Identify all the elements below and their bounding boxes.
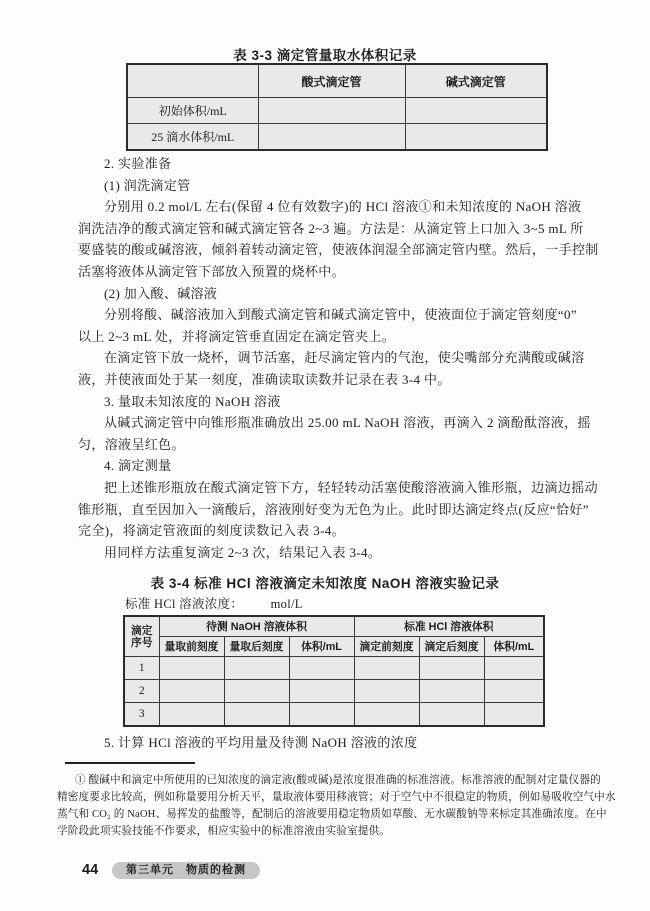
body-line: 匀，溶液呈红色。 (78, 436, 185, 452)
sub-header-reading-after-titration: 滴定后刻度 (419, 637, 484, 657)
table-cell-empty[interactable] (484, 657, 544, 680)
table-cell-empty[interactable] (419, 680, 484, 703)
body-line: (2) 加入酸、碱溶液 (104, 285, 218, 301)
sub-header-hcl-volume-ml: 体积/mL (484, 637, 544, 657)
table-row (124, 616, 544, 637)
body-line: (1) 润洗滴定管 (104, 177, 191, 193)
row-label-initial-volume: 初始体积/mL (127, 98, 258, 124)
row-number: 1 (124, 657, 159, 680)
body-line: 锥形瓶，直至因加入一滴酸后，溶液刚好变为无色为止。此时即达滴定终点(反应“恰好” (78, 501, 589, 517)
sub-header-reading-before-titration: 滴定前刻度 (354, 637, 419, 657)
table-cell-empty[interactable] (224, 680, 289, 703)
body-line: 润洗洁净的酸式滴定管和碱式滴定管各 2~3 遍。方法是：从滴定管上口加入 3~5 mL 所 (78, 220, 584, 236)
body-line: 要盛装的酸或碱溶液，倾斜着转动滴定管，使液体润湿全部滴定管内壁。然后，一手控制 (78, 242, 599, 258)
table-row (127, 98, 547, 124)
sub-header-reading-before-measuring: 量取前刻度 (159, 637, 224, 657)
group-header-hcl-volume: 标准 HCl 溶液体积 (354, 616, 544, 637)
body-line: 4. 滴定测量 (104, 458, 172, 474)
seq-header-line2: 序号 (130, 636, 153, 649)
seq-header-line1: 滴定 (130, 624, 153, 637)
table-row (124, 657, 544, 680)
table-3-3-title: 表 3-3 滴定管量取水体积记录 (233, 48, 417, 63)
body-line: 完全)，将滴定管液面的刻度读数记入表 3-4。 (78, 523, 345, 539)
table-cell-empty[interactable] (484, 703, 544, 727)
group-header-naoh-volume: 待测 NaOH 溶液体积 (159, 616, 354, 637)
body-line: 用同样方法重复滴定 2~3 次，结果记入表 3-4。 (104, 544, 382, 560)
unit-title-badge: 第三单元 物质的检测 (112, 862, 260, 879)
table-cell-empty (127, 64, 258, 98)
step-5-line: 5. 计算 HCl 溶液的平均用量及待测 NaOH 溶液的浓度 (104, 735, 418, 750)
table-cell-empty[interactable] (224, 703, 289, 727)
body-line: 3. 量取未知浓度的 NaOH 溶液 (104, 393, 281, 409)
table-cell-empty[interactable] (354, 657, 419, 680)
sub-header-reading-after-measuring: 量取后刻度 (224, 637, 289, 657)
footnote (57, 772, 616, 840)
table-row (124, 637, 544, 657)
table-cell-empty[interactable] (159, 680, 224, 703)
body-line: 分别用 0.2 mol/L 左右(保留 4 位有效数字)的 HCl 溶液①和未知浓度的 NaOH 溶液 (104, 199, 582, 215)
table-3-3 (126, 63, 548, 151)
table-cell-empty[interactable] (289, 657, 354, 680)
column-header-base-burette: 碱式滴定管 (405, 64, 547, 98)
table-row (124, 680, 544, 703)
footnote-line: ① 酸碱中和滴定中所使用的已知浓度的滴定液(酸或碱)是浓度很准确的标准溶液。标准溶液的配制对定量仪器的 (75, 775, 601, 786)
body-line: 分别将酸、碱溶液加入到酸式滴定管和碱式滴定管中，使液面位于滴定管刻度“0” (104, 307, 577, 323)
table-cell-empty[interactable] (159, 657, 224, 680)
table-cell-empty[interactable] (419, 703, 484, 727)
table-cell-empty[interactable] (159, 703, 224, 727)
row-number: 3 (124, 703, 159, 727)
table-cell-empty[interactable] (419, 657, 484, 680)
table-row (127, 64, 547, 98)
body-line: 液，并使液面处于某一刻度，准确读取读数并记录在表 3-4 中。 (78, 371, 451, 387)
footnote-separator (65, 762, 195, 764)
table-row (127, 124, 547, 151)
body-line: 在滴定管下放一烧杯，调节活塞，赶尽滴定管内的气泡，使尖嘴部分充满酸或碱溶 (104, 350, 585, 366)
table-cell-empty[interactable] (289, 680, 354, 703)
table-3-4 (123, 615, 545, 727)
footnote-line: 蒸气和 CO₂ 的 NaOH、易挥发的盐酸等，配制后的溶液要用稳定物质如草酸、无水碳酸钠等来标定其准确浓度。在中 (57, 809, 607, 820)
table-cell-empty[interactable] (354, 680, 419, 703)
table-3-4-title: 表 3-4 标准 HCl 溶液滴定未知浓度 NaOH 溶液实验记录 (150, 576, 500, 591)
table-cell-empty[interactable] (354, 703, 419, 727)
row-label-25-drops-volume: 25 滴水体积/mL (127, 124, 258, 151)
body-line: 2. 实验准备 (104, 156, 172, 171)
table-cell-empty[interactable] (258, 124, 405, 151)
page-number: 44 (82, 862, 99, 878)
body-line: 把上述锥形瓶放在酸式滴定管下方，轻轻转动活塞使酸溶液滴入锥形瓶，边滴边摇动 (104, 479, 598, 495)
column-header-acid-burette: 酸式滴定管 (258, 64, 405, 98)
table-cell-empty[interactable] (484, 680, 544, 703)
table-cell-empty[interactable] (289, 703, 354, 727)
table-cell-empty[interactable] (224, 657, 289, 680)
footnote-line: 学阶段此项实验技能不作要求，相应实验中的标准溶液由实验室提供。 (57, 826, 391, 837)
hcl-concentration-unit: mol/L (270, 597, 303, 611)
body-line: 以上 2~3 mL 处，并将滴定管垂直固定在滴定管夹上。 (78, 328, 396, 344)
table-cell-empty[interactable] (405, 124, 547, 151)
body-line: 活塞将液体从滴定管下部放入预置的烧杯中。 (78, 263, 346, 279)
body-line: 从碱式滴定管中向锥形瓶准确放出 25.00 mL NaOH 溶液，再滴入 2 滴酚酞溶液，摇 (104, 415, 591, 431)
table-cell-empty[interactable] (405, 98, 547, 124)
body-text (78, 153, 599, 563)
hcl-concentration-line (125, 594, 303, 612)
sub-header-naoh-volume-ml: 体积/mL (289, 637, 354, 657)
hcl-concentration-label: 标准 HCl 溶液浓度： (125, 597, 244, 611)
table-cell-empty[interactable] (258, 98, 405, 124)
row-number: 2 (124, 680, 159, 703)
column-header-titration-number (124, 616, 159, 657)
table-row (124, 703, 544, 727)
footnote-line: 精密度要求比较高，例如称量要用分析天平，量取液体要用移液管；对于空气中不很稳定的物质，例如易吸收空气中水 (57, 792, 616, 803)
